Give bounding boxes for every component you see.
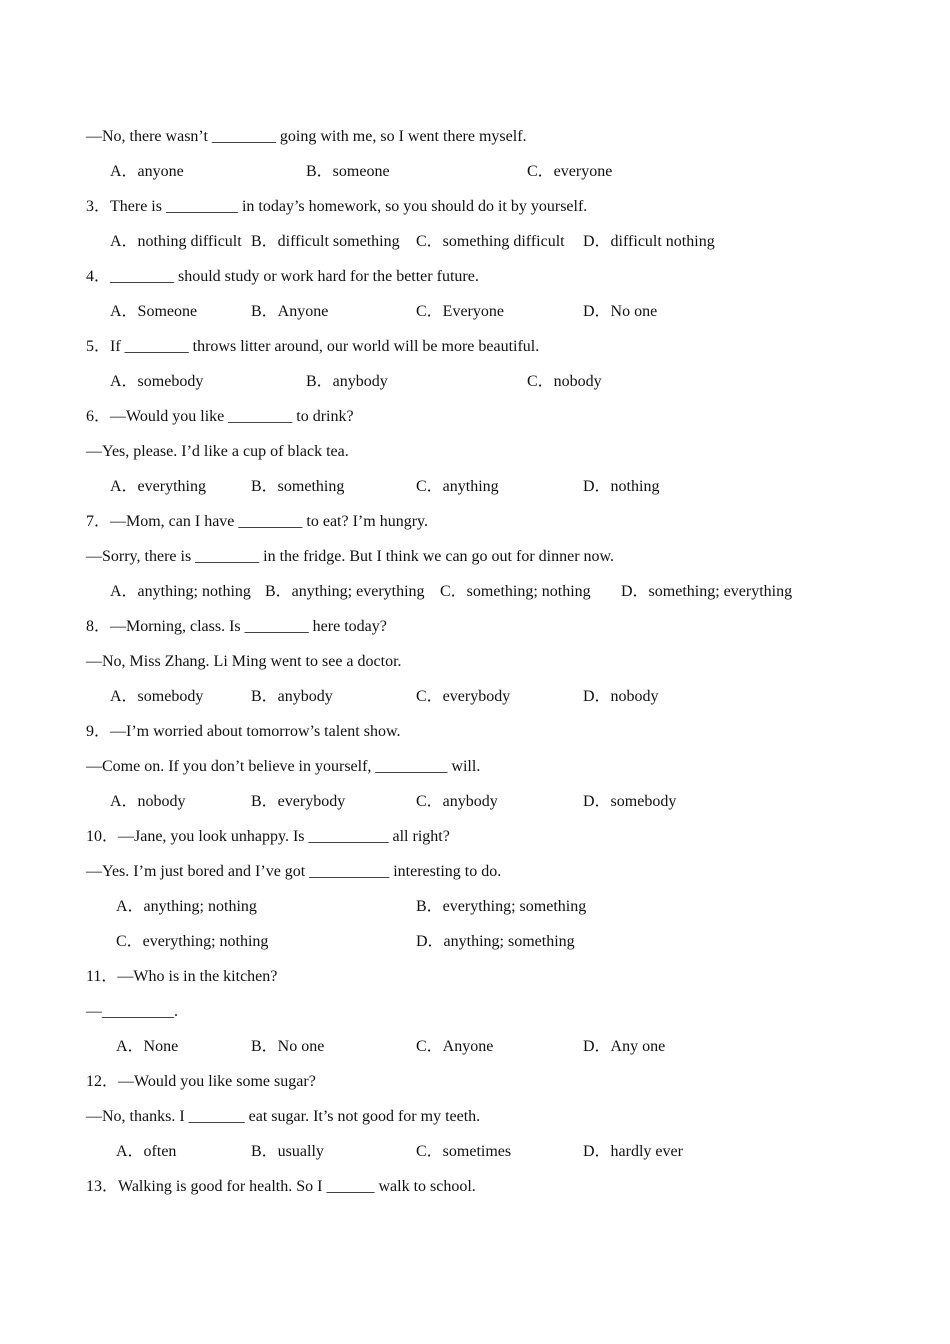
option-b: B．anybody	[306, 373, 388, 390]
option-b: B．Anyone	[251, 303, 329, 320]
option-a: A．anything; nothing	[116, 898, 257, 915]
option-a: A．anything; nothing	[110, 583, 251, 600]
option-b: B．difficult something	[251, 233, 400, 250]
question-7: 7．—Mom, can I have ________ to eat? I’m hungry.	[86, 513, 428, 530]
option-b: B．everybody	[251, 793, 346, 810]
answer-line: —Come on. If you don’t believe in yourself, _________ will.	[86, 758, 481, 775]
option-a: A．everything	[110, 478, 206, 495]
answer-line: —No, thanks. I _______ eat sugar. It’s not good for my teeth.	[86, 1108, 481, 1125]
option-d: D．Any one	[583, 1038, 666, 1055]
option-c: C．everything; nothing	[116, 933, 269, 950]
option-d: D．nothing	[583, 478, 660, 495]
option-a: A．often	[116, 1143, 177, 1160]
option-d: D．somebody	[583, 793, 677, 810]
option-b: B．everything; something	[416, 898, 587, 915]
answer-line: —Yes. I’m just bored and I’ve got __________ interesting to do.	[86, 863, 502, 880]
option-b: B．usually	[251, 1143, 324, 1160]
option-c: C．something; nothing	[440, 583, 591, 600]
option-d: D．something; everything	[621, 583, 793, 600]
option-d: D．nobody	[583, 688, 659, 705]
option-c: C．anybody	[416, 793, 498, 810]
option-c: C．Everyone	[416, 303, 504, 320]
option-a: A．nobody	[110, 793, 186, 810]
answer-line: —Yes, please. I’d like a cup of black tea.	[86, 443, 349, 460]
option-d: D．No one	[583, 303, 658, 320]
question-3: 3．There is _________ in today’s homework, so you should do it by yourself.	[86, 198, 588, 215]
answer-line: —No, Miss Zhang. Li Ming went to see a doctor.	[86, 653, 402, 670]
option-b: B．anything; everything	[265, 583, 425, 600]
question-12: 12．—Would you like some sugar?	[86, 1073, 316, 1090]
question-5: 5．If ________ throws litter around, our world will be more beautiful.	[86, 338, 540, 355]
option-c: C．everybody	[416, 688, 511, 705]
option-c: C．sometimes	[416, 1143, 512, 1160]
option-a: A．None	[116, 1038, 179, 1055]
option-a: A．somebody	[110, 373, 204, 390]
question-4: 4．________ should study or work hard for the better future.	[86, 268, 479, 285]
answer-line: —_________.	[86, 1003, 178, 1020]
option-a: A．somebody	[110, 688, 204, 705]
question-9: 9．—I’m worried about tomorrow’s talent show.	[86, 723, 401, 740]
question-line: —No, there wasn’t ________ going with me, so I went there myself.	[86, 128, 527, 145]
option-a: A．nothing difficult	[110, 233, 242, 250]
option-d: D．difficult nothing	[583, 233, 715, 250]
option-b: B．something	[251, 478, 345, 495]
option-d: D．anything; something	[416, 933, 575, 950]
option-c: C．anything	[416, 478, 499, 495]
option-c: C．everyone	[527, 163, 613, 180]
option-c: C．something difficult	[416, 233, 565, 250]
option-a: A．anyone	[110, 163, 184, 180]
option-c: C．nobody	[527, 373, 602, 390]
question-8: 8．—Morning, class. Is ________ here today?	[86, 618, 387, 635]
answer-line: —Sorry, there is ________ in the fridge. But I think we can go out for dinner now.	[86, 548, 615, 565]
option-b: B．anybody	[251, 688, 333, 705]
question-10: 10．—Jane, you look unhappy. Is __________ all right?	[86, 828, 450, 845]
question-6: 6．—Would you like ________ to drink?	[86, 408, 354, 425]
question-13: 13．Walking is good for health. So I ______ walk to school.	[86, 1178, 476, 1195]
option-b: B．someone	[306, 163, 390, 180]
option-d: D．hardly ever	[583, 1143, 683, 1160]
question-11: 11．—Who is in the kitchen?	[86, 968, 278, 985]
option-a: A．Someone	[110, 303, 198, 320]
option-b: B．No one	[251, 1038, 325, 1055]
option-c: C．Anyone	[416, 1038, 494, 1055]
